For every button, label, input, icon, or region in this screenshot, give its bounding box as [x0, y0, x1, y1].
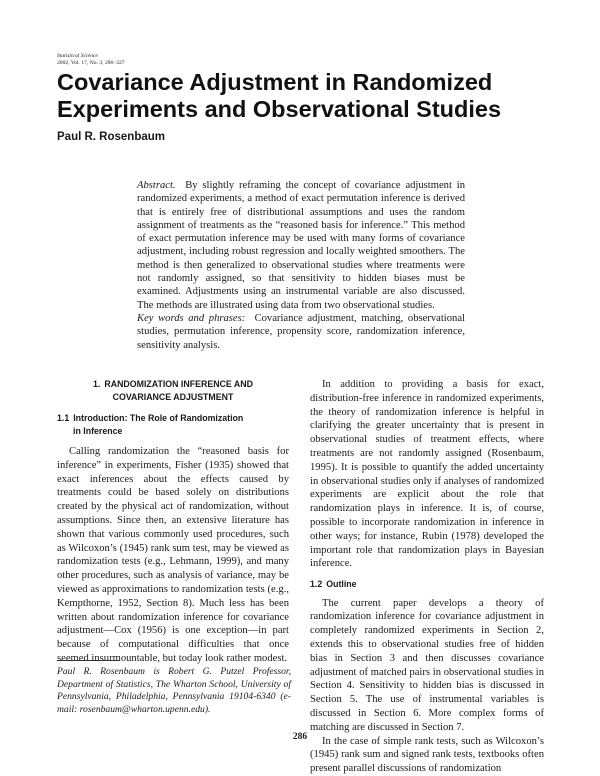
- body-paragraph: The current paper develops a theory of randomization inference for covariance adjustment in completely randomized experiments in Section 2, extends this to observational studies free of hidden bias in Section 3 and then discusses covariance adjustment of matched pairs in observational studies in Section 4. Sensitivity to hidden bias is discussed in Section 5. The use of instrumental variables is discussed in Section 6. More complex forms of matching are discussed in Section 7.: [310, 597, 544, 733]
- abstract-text: By slightly reframing the concept of covariance adjustment in randomized experiments, a method of exact permutation inference is derived that is entirely free of distributional assumptions and uses the random assignment of treatments as the “reasoned basis for inference.” This method of exact permutation inference may be used with many forms of covariance adjustment, including robust regression and locally weighted smoothers. The method is then generalized to observational studies where treatments were not randomly assigned, so that sensitivity to hidden biases must be examined. Adjustments using an instrumental variable are also discussed. The methods are illustrated using data from two observational studies.: [137, 180, 465, 311]
- section-1-title-line2: COVARIANCE ADJUSTMENT: [112, 391, 234, 402]
- page-number: 286: [292, 732, 308, 742]
- footnote-rule: [57, 660, 119, 661]
- section-1-heading: [57, 378, 289, 403]
- author-name: Paul R. Rosenbaum: [57, 131, 165, 143]
- subsection-1-2-title: Outline: [326, 579, 357, 590]
- subsection-1-2-number: 1.2: [310, 579, 323, 590]
- right-column: [310, 378, 544, 776]
- section-1-number: 1.: [93, 379, 101, 389]
- keywords-label: Key words and phrases:: [137, 312, 246, 324]
- author-footnote: [57, 666, 291, 716]
- abstract-label: Abstract.: [137, 180, 176, 191]
- body-paragraph: In addition to providing a basis for exact, distribution-free inference in randomized experiments, the theory of randomization inference is helpful in clarifying the greater uncertainty that is present in observational studies of treatment effects, where treatments are not randomly assigned (Rosenbaum, 1995). It is possible to quantify the added uncertainty in observational studies only if analyses of randomized experiments are explicit about the role that randomization plays in inference. It is, of course, possible to incorporate randomization in inference in other ways; for instance, Rubin (1978) developed the important role that randomization plays in Bayesian inference.: [310, 379, 544, 570]
- keywords: [137, 312, 465, 352]
- footnote-text: Paul R. Rosenbaum is Robert G. Putzel Professor, Department of Statistics, The Wharton School, University of Pennsylvania, Philadelphia, Pennsylvania 19104-6340: [57, 666, 291, 703]
- journal-header: [57, 53, 125, 67]
- subsection-1-1-title-line1: Introduction: The Role of Randomization: [73, 413, 244, 423]
- subsection-1-1-heading: [57, 412, 289, 437]
- journal-volume: 2002, Vol. 17, No. 3, 286–327: [57, 60, 125, 66]
- subsection-1-2-heading: [310, 578, 544, 591]
- subsection-1-1-title-line2: in Inference: [73, 425, 123, 436]
- subsection-1-1-number: 1.1: [57, 413, 70, 423]
- footnote-email: (e-mail: rosenbaum@wharton.upenn.edu).: [57, 691, 291, 715]
- journal-name: Statistical Science: [57, 53, 98, 59]
- section-1-title-line1: RANDOMIZATION INFERENCE AND: [104, 379, 253, 389]
- left-column: [57, 378, 289, 666]
- body-paragraph: Calling randomization the “reasoned basis for inference” in experiments, Fisher (1935) showed that exact inferences about the effects caused by treatments could be based solely on distributions created by the physical act of randomization, without assumptions. Since then, an extensive literature has shown that various commonly used procedures, such as Wilcoxon’s (1945) rank sum test, may be viewed as randomization tests (e.g., Lehmann, 1999), and many other procedures, such as analysis of variance, may be viewed as approximations to randomization tests (e.g., Kempthorne, 1952, Section 8). Much less has been written about randomization inference for covariance adjustment—Cox (1956) is one exception—in part because of computational difficulties that once seemed insurmountable, but today look rather modest.: [57, 446, 289, 664]
- paper-title: Covariance Adjustment in Randomized Experiments and Observational Studies: [57, 69, 502, 122]
- keywords-text: Covariance adjustment, matching, observational studies, permutation inference, propensity score, randomization inference, sensitivity analysis.: [137, 312, 465, 351]
- abstract-body: [137, 179, 465, 312]
- abstract: [137, 179, 465, 352]
- body-paragraph: In the case of simple rank tests, such as Wilcoxon’s (1945) rank sum and signed rank tests, textbooks often present parallel discussions of randomization: [310, 735, 544, 775]
